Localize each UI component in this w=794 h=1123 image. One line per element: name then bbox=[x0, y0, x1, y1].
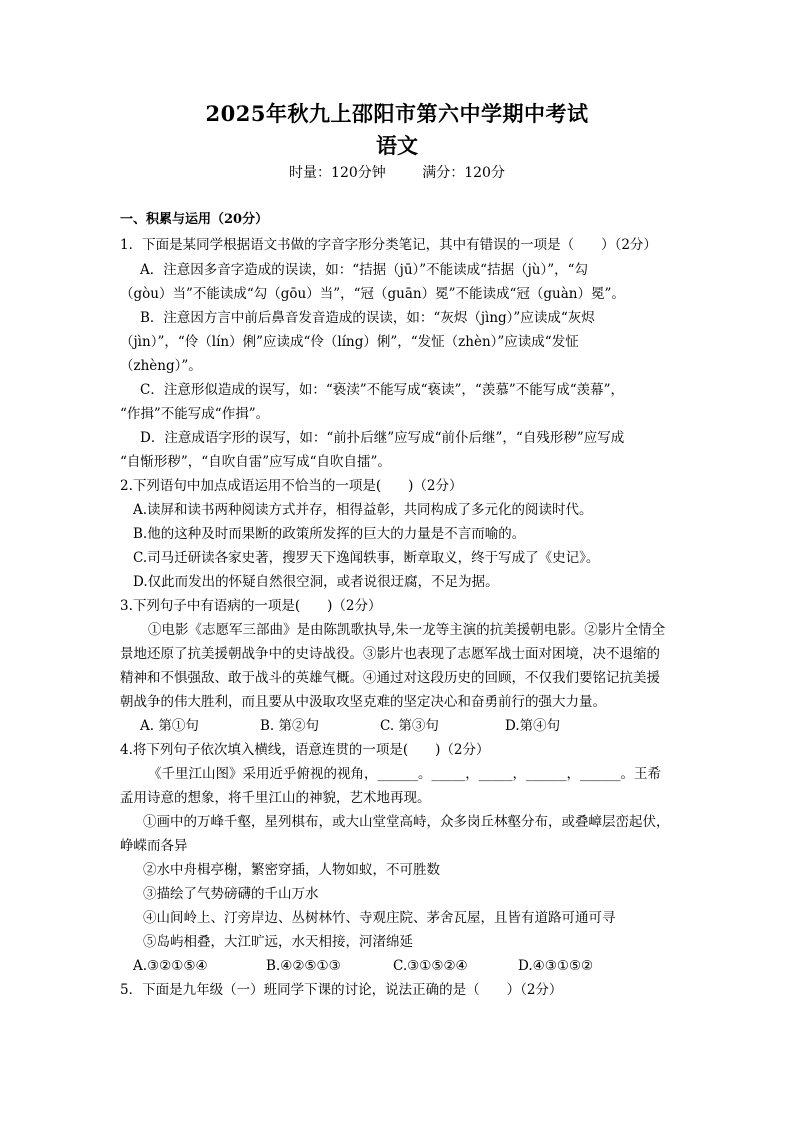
q4-sentence-2: ②水中舟楫亭榭，繁密穿插，人物如蚁，不可胜数 bbox=[143, 862, 440, 878]
q4-stem: 4.将下列句子依次填入横线，语意连贯的一项是( )（2分） bbox=[120, 742, 490, 758]
exam-time: 时量：120分钟 bbox=[289, 165, 386, 181]
exam-score: 满分：120分 bbox=[422, 165, 505, 181]
q4-sentence-1-line2: 峥嵘而各异 bbox=[120, 838, 188, 854]
q3-passage-line4: 朝战争的伟大胜利，而且要从中汲取攻坚克难的坚定决心和奋勇前行的强大力量。 bbox=[120, 694, 606, 710]
q4-sentence-4: ④山间岭上、汀旁岸边、丛树林竹、寺观庄院、茅舍瓦屋，且皆有道路可通可寻 bbox=[143, 910, 616, 926]
q4-option-a: A.③②①⑤④ bbox=[133, 958, 208, 974]
q3-passage-line3: 精神和不惧强敌、敢于战斗的英雄气概。④通过对这段历史的回顾，不仅我们要铭记抗美援 bbox=[120, 670, 660, 686]
q1-option-b-line1: B．注意因方言中前后鼻音发音造成的误读，如：“灰烬（jìng）”应读成“灰烬 bbox=[140, 310, 595, 326]
q3-option-c: C. 第③句 bbox=[380, 718, 439, 734]
q1-option-d-line2: “自惭形秽”，“自吹自雷”应写成“自吹自擂”。 bbox=[120, 454, 391, 470]
q1-option-a-line1: A．注意因多音字造成的误读，如：“拮据（jū）”不能读成“拮据（jù）”，“勾 bbox=[140, 262, 589, 278]
section-heading: 一、积累与运用（20分） bbox=[120, 212, 269, 227]
q4-option-c: C.③①⑤②④ bbox=[393, 958, 468, 974]
q1-stem: 1．下面是某同学根据语文书做的字音字形分类笔记，其中有错误的一项是（ ）（2分） bbox=[120, 237, 657, 253]
q4-sentence-3: ③描绘了气势磅礴的千山万水 bbox=[143, 886, 319, 902]
exam-title: 2025年秋九上邵阳市第六中学期中考试 bbox=[205, 101, 589, 126]
q3-stem: 3.下列句子中有语病的一项是( )（2分） bbox=[120, 598, 382, 614]
q4-option-d: D.④③①⑤② bbox=[518, 958, 594, 974]
q3-option-b: B. 第②句 bbox=[260, 718, 320, 734]
q4-option-b: B.④②⑤①③ bbox=[266, 958, 341, 974]
exam-meta bbox=[0, 162, 794, 182]
q1-option-b-line3: （zhèng）”。 bbox=[120, 358, 202, 374]
q3-passage-line2: 景地还原了抗美援朝战争中的史诗战役。③影片也表现了志愿军战士面对困境，决不退缩的 bbox=[120, 646, 660, 662]
exam-subject: 语文 bbox=[376, 133, 418, 158]
q4-passage-line2: 孟用诗意的想象，将千里江山的神貌，艺术地再现。 bbox=[120, 790, 431, 806]
q4-passage-line1: 《千里江山图》采用近乎俯视的视角，______。_____，_____，______，______。王希 bbox=[148, 766, 661, 782]
q3-passage-line1: ①电影《志愿军三部曲》是由陈凯歌执导,朱一龙等主演的抗美援朝电影。②影片全情全 bbox=[148, 622, 666, 638]
q2-option-c: C.司马迁研读各家史著，搜罗天下逸闻轶事，断章取义，终于写成了《史记》。 bbox=[133, 550, 600, 566]
q2-option-a: A.读屏和读书两种阅读方式并存，相得益彰，共同构成了多元化的阅读时代。 bbox=[133, 502, 593, 518]
q3-option-d: D.第④句 bbox=[505, 718, 561, 734]
q2-option-b: B.他的这种及时而果断的政策所发挥的巨大的力量是不言而喻的。 bbox=[133, 526, 526, 542]
q3-option-a: A. 第①句 bbox=[140, 718, 199, 734]
q1-option-c-line1: C．注意形似造成的误写，如：“亵渎”不能写成“亵读”，“羡慕”不能写成“羡幕”， bbox=[140, 382, 625, 398]
q1-option-c-line2: “作揖”不能写成“作揖”。 bbox=[120, 406, 270, 422]
q2-option-d: D.仅此而发出的怀疑自然很空洞，或者说很迂腐，不足为据。 bbox=[133, 574, 499, 590]
q5-stem: 5．下面是九年级（一）班同学下课的讨论，说法正确的是（ ）（2分） bbox=[120, 982, 563, 998]
q4-sentence-5: ⑤岛屿相叠，大江旷远，水天相接，河渚绵延 bbox=[143, 934, 413, 950]
q1-option-b-line2: （jìn）”，“伶（lín）俐”应读成“伶（líng）俐”，“发怔（zhèn）”应读成“发怔 bbox=[120, 334, 579, 350]
q4-sentence-1-line1: ①画中的万峰千壑，星列棋布，或大山堂堂高峙，众多岗丘林壑分布，或叠嶂层峦起伏， bbox=[143, 814, 670, 830]
q2-stem: 2.下列语句中加点成语运用不恰当的一项是( )（2分） bbox=[120, 478, 463, 494]
q1-option-d-line1: D．注意成语字形的误写，如：“前扑后继”应写成“前仆后继”，“自残形秽”应写成 bbox=[140, 430, 625, 446]
q1-option-a-line2: （gòu）当”不能读成“勾（gōu）当”，“冠（guān）冕”不能读成“冠（guàn）冕”。 bbox=[120, 286, 625, 302]
